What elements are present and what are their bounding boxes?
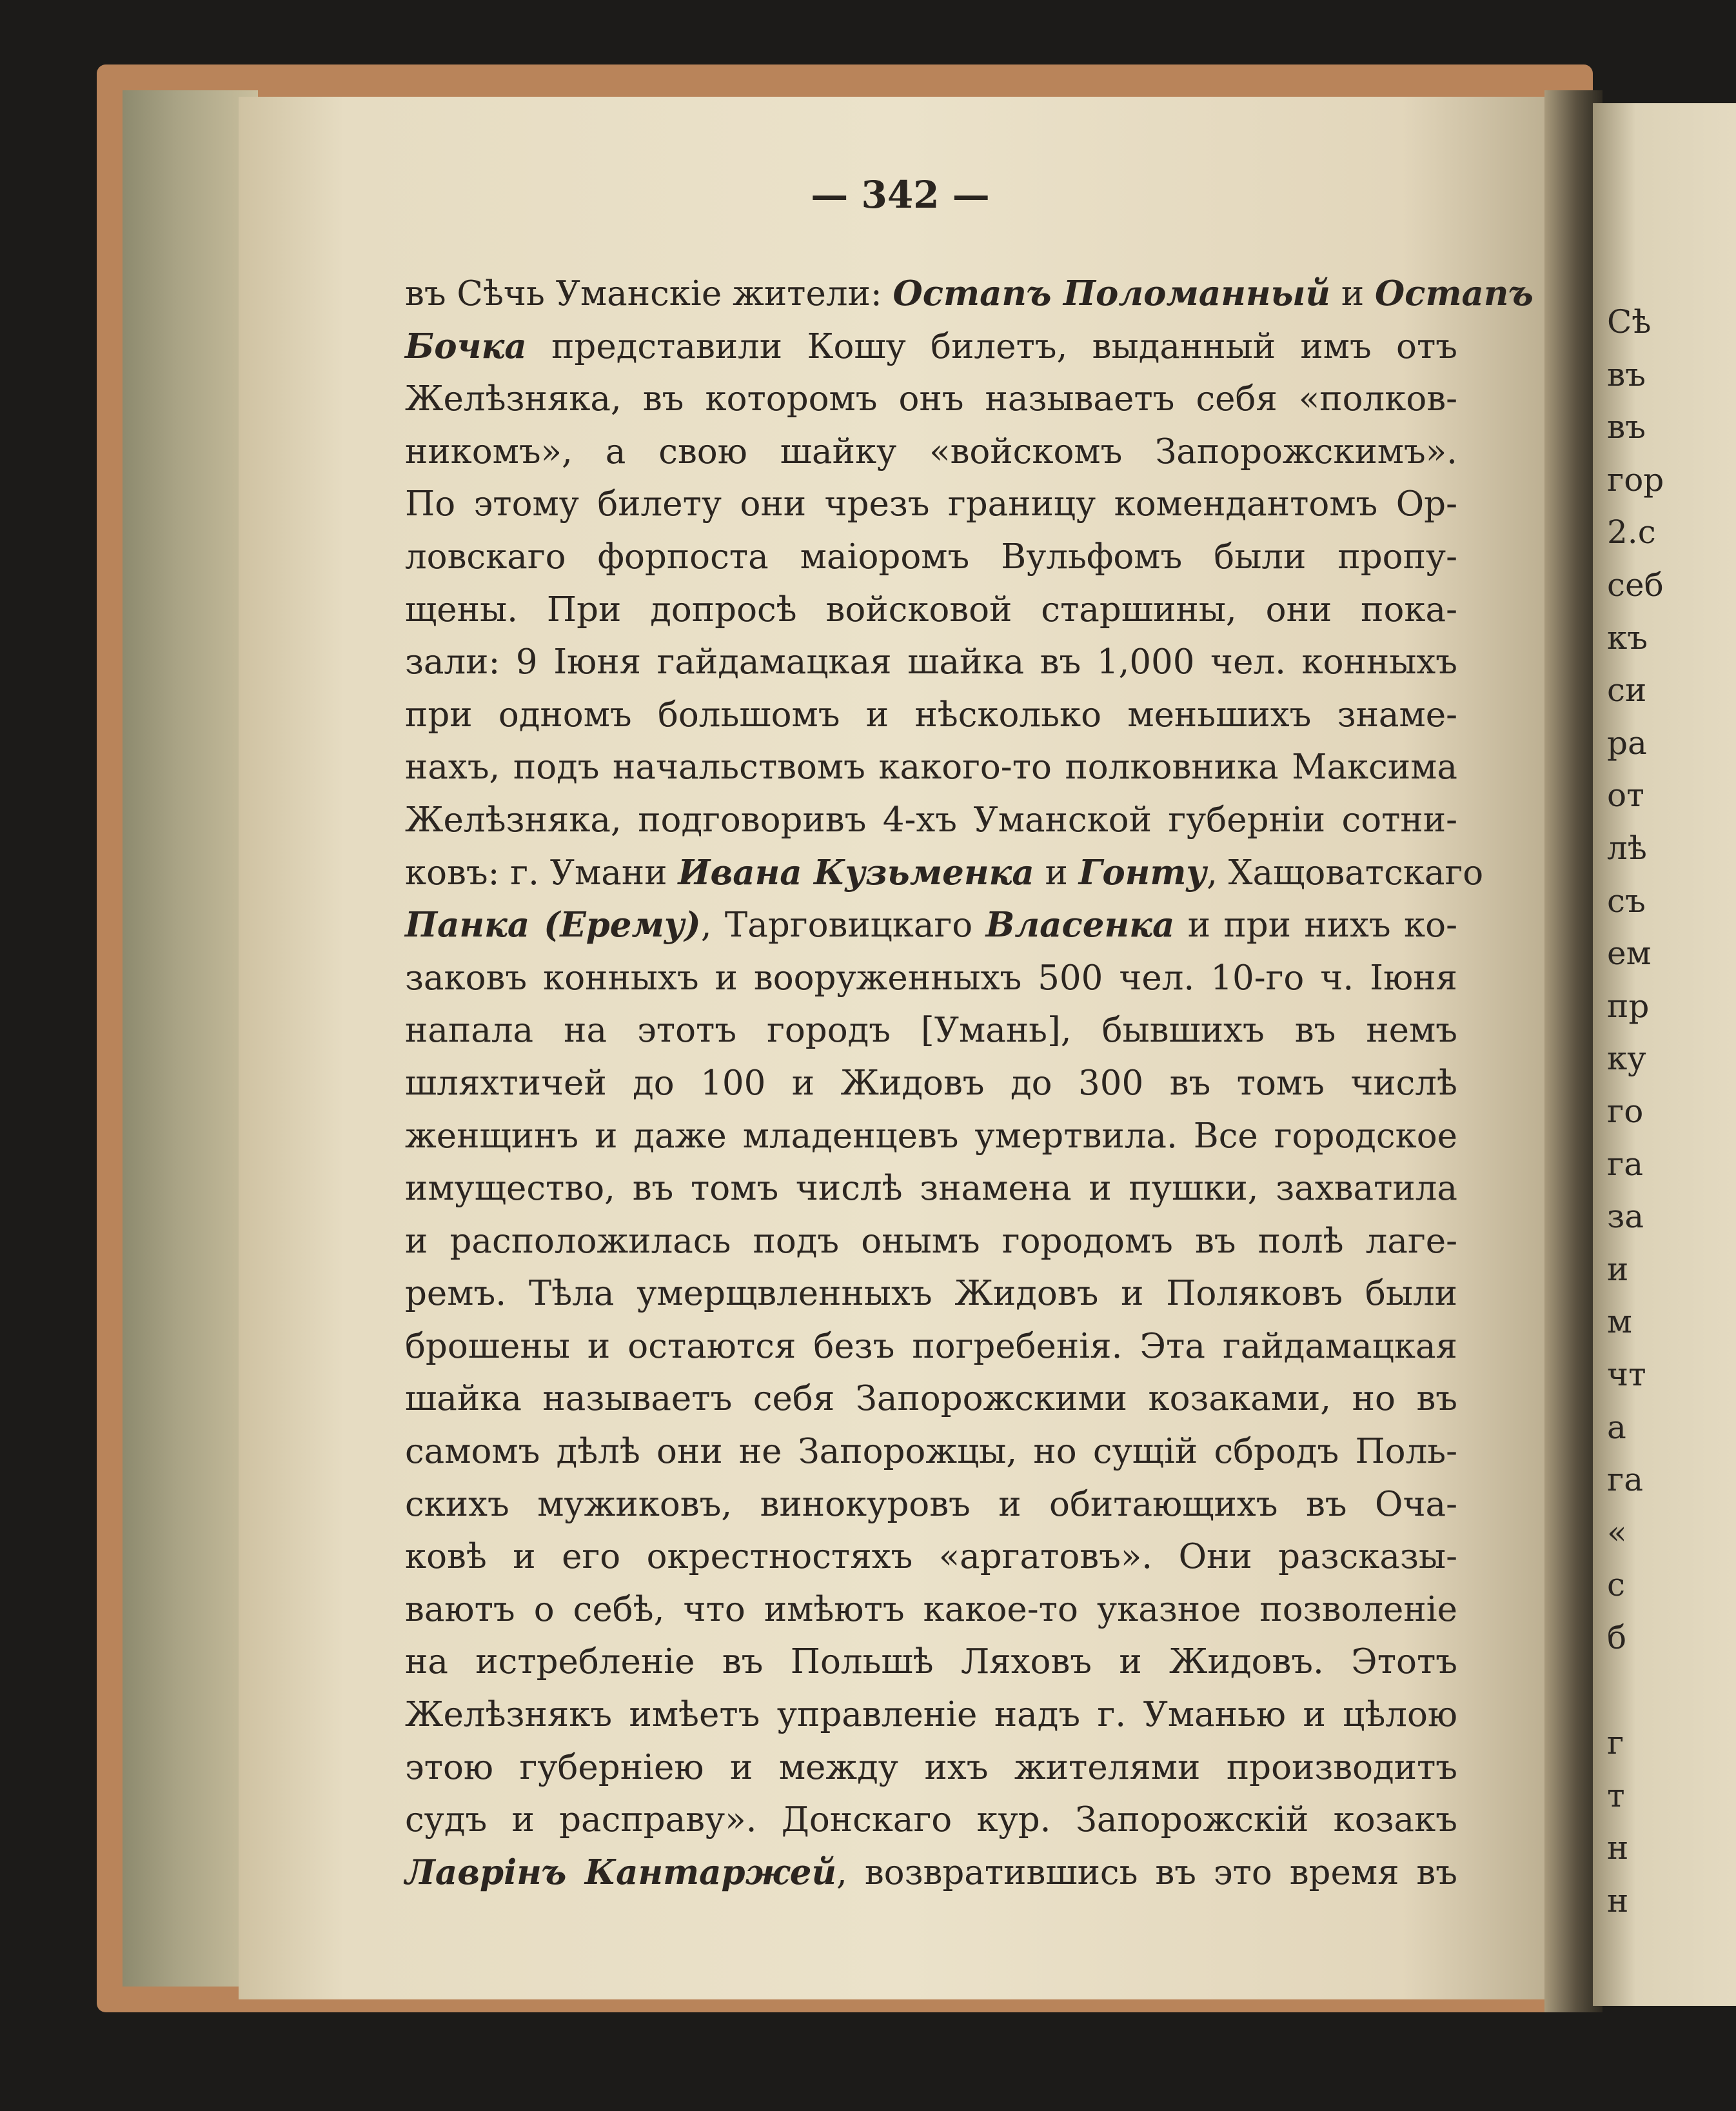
text-line [405,689,1457,742]
text-run: никомъ», а свою шайку «войскомъ Запорожскимъ». [405,431,1457,471]
text-run: Желѣзняка, въ которомъ онъ называетъ себя «полков- [405,379,1457,419]
text-line [405,1004,1457,1057]
facing-page-fragment: Сѣ [1607,303,1652,341]
facing-page-fragment: га [1607,1145,1644,1183]
italic-name: Лаврінъ Кантаржей [405,1852,837,1892]
text-run: , Хащоватскаго [1207,853,1484,893]
text-line [405,478,1457,531]
text-run: заковъ конныхъ и вооруженныхъ 500 чел. 10-го ч. Іюня [405,958,1457,998]
text-line [405,426,1457,479]
text-line [405,1689,1457,1741]
italic-name: Остапъ [1375,273,1534,313]
right-page-fragment [1593,103,1736,2006]
italic-name: Панка (Ерему) [405,905,701,946]
text-run: зали: 9 Іюня гайдамацкая шайка въ 1,000 чел. конныхъ [405,642,1457,682]
text-run: ремъ. Тѣла умерщвленныхъ Жидовъ и Поляковъ были [405,1274,1457,1314]
text-run: и [1034,853,1079,893]
page-number: — 342 — [811,173,990,217]
italic-name: Бочка [405,326,527,366]
text-run: и [1330,274,1375,313]
facing-page-fragment: къ [1607,619,1648,657]
facing-page-fragment: б [1607,1619,1627,1656]
facing-page-fragment: га [1607,1461,1644,1499]
text-run: самомъ дѣлѣ они не Запорожцы, но сущій сбродъ Поль- [405,1432,1457,1472]
text-line [405,1215,1457,1268]
facing-page-fragment: съ [1607,882,1646,920]
facing-page-fragment: себ [1607,566,1664,604]
facing-page-fragment: си [1607,671,1647,709]
text-line [405,1741,1457,1794]
text-line [405,1531,1457,1583]
facing-page-fragment: го [1607,1093,1644,1130]
text-run: , Тарговицкаго [700,906,986,946]
text-line [405,1267,1457,1320]
text-run: имущество, въ томъ числѣ знамена и пушки, захватила [405,1169,1457,1209]
text-line [405,899,1457,952]
facing-page-fragment: а [1607,1408,1626,1446]
facing-page-fragment: гор [1607,461,1664,499]
facing-page-fragment: г [1607,1724,1624,1762]
text-line [405,584,1457,637]
facing-page-fragment: 2.с [1607,513,1656,551]
facing-page-fragment: с [1607,1566,1626,1604]
text-line [405,531,1457,584]
text-run: По этому билету они чрезъ границу комендантомъ Ор- [405,484,1457,524]
text-run: представили Кошу билетъ, выданный имъ отъ [526,326,1457,366]
text-line [405,636,1457,689]
text-run: напала на этотъ городъ [Умань], бывшихъ въ немъ [405,1011,1457,1051]
text-line [405,1057,1457,1110]
facing-page-fragment: ку [1607,1040,1646,1078]
facing-page-fragment: за [1607,1198,1644,1236]
text-run: щены. При допросѣ войсковой старшины, они пока- [405,590,1457,629]
text-run: нахъ, подъ начальствомъ какого-то полковника Максима [405,748,1457,788]
text-run: брошены и остаются безъ погребенія. Эта гайдамацкая [405,1326,1457,1366]
text-run: въ Сѣчь Уманскіе жители: [405,274,893,313]
text-line [405,268,1534,321]
text-run: , возвратившись въ это время въ [836,1852,1457,1892]
text-line [405,1162,1457,1215]
italic-name: Власенка [985,905,1175,946]
text-run: и расположилась подъ онымъ городомъ въ полѣ лаге- [405,1221,1457,1261]
text-run: шайка называетъ себя Запорожскими козаками, но въ [405,1379,1457,1419]
facing-page-fragment: ем [1607,935,1652,973]
text-line [405,1373,1457,1425]
text-run: при одномъ большомъ и нѣсколько меньшихъ знаме- [405,695,1457,735]
italic-name: Гонту [1078,852,1207,893]
text-run: Желѣзняка, подговоривъ 4-хъ Уманской губерніи сотни- [405,800,1457,840]
text-run: и при нихъ ко- [1174,906,1457,946]
facing-page-fragment: « [1607,1513,1627,1551]
facing-page-fragment: н [1607,1829,1629,1867]
text-line [405,1478,1457,1531]
text-line [405,1794,1457,1847]
text-run: скихъ мужиковъ, винокуровъ и обитающихъ въ Оча- [405,1484,1457,1524]
facing-page-fragment: въ [1607,355,1646,393]
text-run: ваютъ о себѣ, что имѣютъ какое-то указное позволеніе [405,1589,1457,1629]
text-run: женщинъ и даже младенцевъ умертвила. Все городское [405,1116,1457,1156]
text-run: ловскаго форпоста маіоромъ Вульфомъ были пропу- [405,537,1457,577]
text-line [405,1320,1457,1373]
facing-page-fragment: т [1607,1776,1625,1814]
text-run: судъ и расправу». Донскаго кур. Запорожскій козакъ [405,1800,1457,1840]
text-run: ковъ: г. Умани [405,853,678,893]
text-run: этою губерніею и между ихъ жителями производитъ [405,1747,1457,1787]
facing-page-fragment: чт [1607,1356,1646,1393]
page-edges [123,90,258,1987]
text-line [405,952,1457,1005]
text-line [405,1583,1457,1636]
text-line [405,1425,1457,1478]
facing-page-fragment: от [1607,777,1644,815]
facing-page-fragment: и [1607,1250,1629,1288]
italic-name: Ивана Кузьменка [678,852,1034,893]
text-line [405,321,1457,373]
text-line [405,794,1457,847]
text-line [405,373,1457,426]
text-run: шляхтичей до 100 и Жидовъ до 300 въ томъ числѣ [405,1063,1457,1103]
text-line [405,1847,1457,1899]
facing-page-fragment: н [1607,1882,1629,1919]
facing-page-fragment: лѣ [1607,829,1647,867]
facing-page-fragment: пр [1607,987,1650,1025]
facing-page-fragment: въ [1607,408,1646,446]
text-run: Желѣзнякъ имѣетъ управленіе надъ г. Уманью и цѣлою [405,1695,1457,1735]
facing-page-fragment: ра [1607,724,1647,762]
text-line [405,847,1484,900]
facing-page-fragment: м [1607,1303,1632,1341]
text-run: ковѣ и его окрестностяхъ «аргатовъ». Они разсказы- [405,1537,1457,1577]
text-line [405,1110,1457,1163]
page-text [405,268,1534,1899]
text-run: на истребленіе въ Польшѣ Ляховъ и Жидовъ. Этотъ [405,1642,1457,1682]
text-line [405,741,1457,794]
text-line [405,1636,1457,1689]
italic-name: Остапъ Поломанный [893,273,1330,313]
